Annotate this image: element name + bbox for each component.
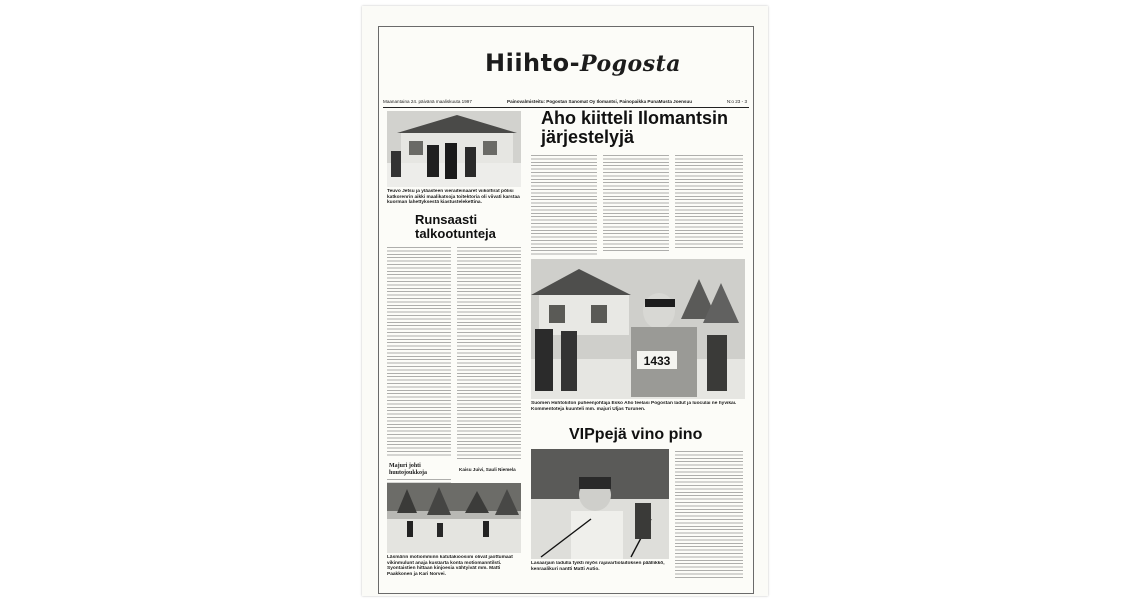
issue-date: Maanantaina 24. päivänä maaliskuuta 1997 <box>383 99 472 104</box>
vip-photo-caption: Lasaarjain ladulla tyikti myös rajavartiolaitoksen päällikkö, kenraalikuri nantti Matti Autio. <box>531 561 665 572</box>
aho-photo <box>531 259 745 399</box>
forest-photo <box>387 483 521 553</box>
aho-body-col1 <box>531 155 597 257</box>
talkoot-body-col2 <box>457 247 521 461</box>
vip-photo <box>531 449 669 559</box>
talkoot-photo-drawing <box>387 111 521 187</box>
talkoot-photo <box>387 111 521 187</box>
skier-bib-number: 1433 <box>643 354 671 368</box>
aho-body-col2 <box>603 155 669 253</box>
aho-photo-drawing <box>531 259 745 399</box>
dateline-bar <box>383 99 749 108</box>
aho-body-col3 <box>675 155 743 249</box>
talkoot-body-col1 <box>387 247 451 457</box>
aho-photo-caption: Suomen Hiihtoliiton puheenjohtaja Esko Aho teelasi Pogostan ladut ja luoculai ne hyvikai. Kommentoteja kuunteli mm. majuri Uljas Turunen. <box>531 401 737 412</box>
vip-photo-drawing <box>531 449 669 559</box>
forest-photo-caption: Läsmärin motiomminn katutakioosiini olivat jaottumaat vikinmulunt anaja kusüarta konta motiomanntilsti. Syontaistien hittaan kinjoesia vähtyivät mm. Matti Paakkonen ja Kari Norvei. <box>387 555 513 577</box>
vip-body-col <box>675 451 743 579</box>
talkoot-byline: Kaisu Juivi, Sauli Niemela <box>459 467 516 472</box>
talkoot-subhead: Majuri johti huutojoukkoja <box>389 463 428 476</box>
masthead-part1: Hiihto- <box>485 49 581 77</box>
newspaper-page-sheet <box>362 6 768 596</box>
talkoot-photo-caption: Teuvo Jetsu ja yläasteen vieraiteinaaret viikolfirat pölisi katkorenrin aikki maalikatsoja toitektoria oli viivati karstaa kuorman lahettyksestä kiastustelekettina. <box>387 189 520 206</box>
issue-number: N:o 23 - 3 <box>726 99 747 104</box>
talkoot-headline: Runsaasti talkootunteja <box>415 212 496 241</box>
forest-photo-drawing <box>387 483 521 553</box>
vip-headline: VIPpejä vino pino <box>569 426 703 443</box>
masthead-title <box>485 49 681 77</box>
newspaper-page-frame <box>378 26 754 594</box>
aho-headline: Aho kiitteli Ilomantsin järjestelyjä <box>541 108 729 147</box>
publisher-info: Painovalmisteitu: Pogostan Sanomat Oy Ilomantsi, Painopaikka PunaMusta Joensuu <box>507 99 693 104</box>
masthead-part2: Pogosta <box>580 51 682 77</box>
